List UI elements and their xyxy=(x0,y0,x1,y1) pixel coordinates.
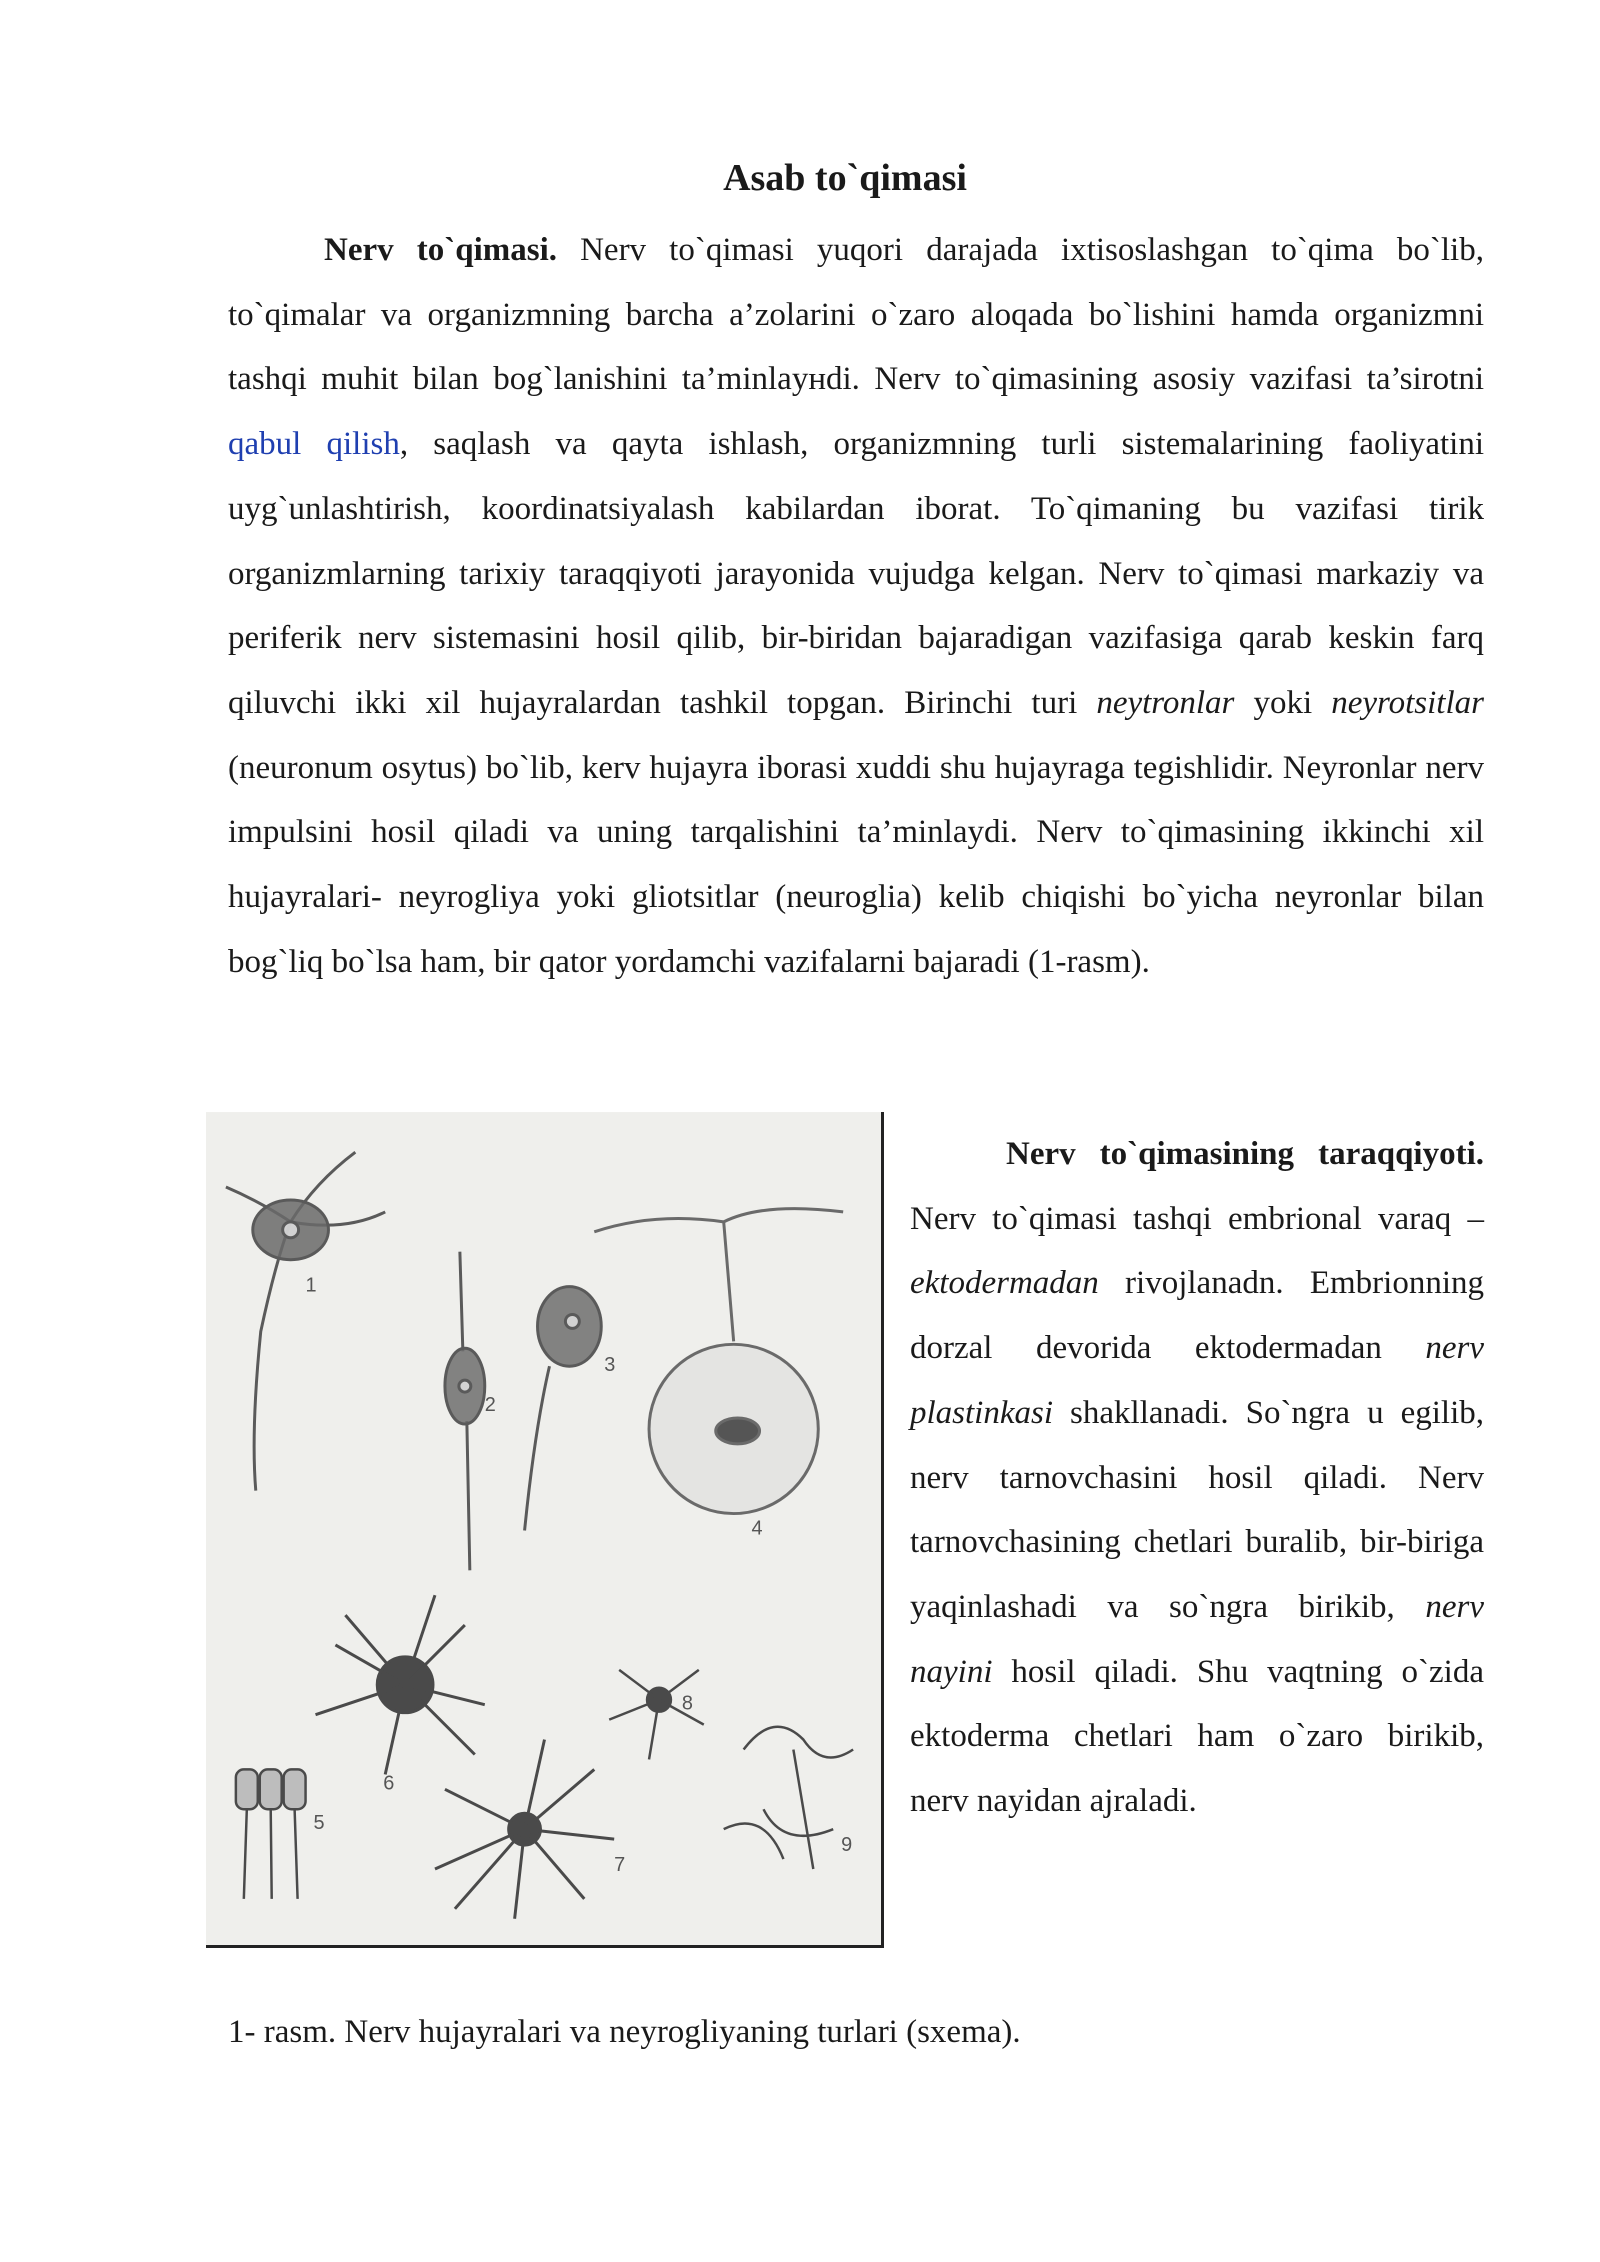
fig-label-6: 6 xyxy=(383,1772,395,1795)
page-title: Asab to`qimasi xyxy=(723,157,967,199)
fig-label-9: 9 xyxy=(841,1834,853,1857)
paragraph-lead: Nerv to`qimasi. xyxy=(324,232,557,268)
italic-term: neytronlar xyxy=(1096,684,1235,721)
fig-label-2: 2 xyxy=(484,1394,496,1417)
italic-term: neyrotsitlar xyxy=(1331,684,1484,721)
figure-caption: 1- rasm. Nerv hujayralari va neyrogliyaning turlari (sxema). xyxy=(228,2014,1021,2050)
italic-term: nerv plastinkasi xyxy=(910,1330,1484,1431)
fig-label-7: 7 xyxy=(614,1853,626,1876)
link-qabul-qilish[interactable]: qabul qilish xyxy=(228,426,400,463)
paragraph-lead: Nerv to`qimasining taraqqiyoti. xyxy=(1006,1136,1484,1172)
italic-term: –ektodermadan xyxy=(910,1200,1484,1302)
text-run: Nerv to`qimasi tashqi embrional varaq xyxy=(910,1200,1468,1237)
text-run: hosil qiladi. Shu vaqtning o`zida ektoderma chetlari ham o`zaro birikib, nerv nayidan ajraladi. xyxy=(910,1653,1484,1820)
paragraph-development xyxy=(910,1122,1484,1834)
text-run: shakllanadi. So`ngra u egilib, nerv tarnovchasini hosil qiladi. Nerv tarnovchasining chetlari buralib, bir-biriga yaqinlashadi va so`ngra birikib, xyxy=(910,1394,1484,1625)
text-run: (neuronum osytus) bo`lib, kerv hujayra iborasi xuddi shu hujayraga tegishlidir. Neyronlar nerv impulsini hosil qiladi va uning tarqalishini ta’minlaydi. Nerv to`qimasining ikkinchi xil hujayralari- neyrogliya yoki gliotsitlar (neuroglia) kelib chiqishi bo`yicha neyronlar bilan bog`liq bo`lsa ham, bir qator yordamchi vazifalarni bajaradi (1-rasm). xyxy=(228,749,1484,980)
fig-label-5: 5 xyxy=(313,1812,325,1835)
fig-label-3: 3 xyxy=(604,1354,616,1377)
fig-label-8: 8 xyxy=(681,1692,693,1715)
nerve-cells-illustration xyxy=(206,1112,881,1945)
text-run: , saqlash va qayta ishlash, organizmning turli sistemalarining faoliyatini uyg`unlashtirish, koordinatsiyalash kabilardan iborat. To`qimaning bu vazifasi tirik organizmlarning tarixiy taraqqiyoti jarayonida vujudga kelgan. Nerv to`qimasi markaziy va periferik nerv sistemasini hosil qilib, bir-biridan bajaradigan vazifasiga qarab keskin farq qiluvchi ikki xil hujayralardan tashkil topgan. Birinchi turi xyxy=(228,426,1484,721)
fig-label-4: 4 xyxy=(751,1517,763,1540)
fig-label-1: 1 xyxy=(305,1274,317,1297)
text-run: Nerv to`qimasi yuqori darajada ixtisoslashgan to`qima bo`lib, to`qimalar va organizmning barcha a’zolarini o`zaro aloqada bo`lishini hamda organizmni tashqi muhit bilan bog`lanishini ta’minlayнdi. Nerv to`qimasining asosiy vazifasi ta’sirotni xyxy=(228,232,1484,398)
figure-nerve-cells xyxy=(206,1112,884,1948)
text-run: rivojlanadn. Embrionning dorzal devorida ektodermadan xyxy=(910,1265,1484,1367)
paragraph-nerve-tissue xyxy=(228,218,1484,994)
text-run: yoki xyxy=(1234,684,1332,721)
italic-term: nerv nayini xyxy=(910,1588,1484,1690)
